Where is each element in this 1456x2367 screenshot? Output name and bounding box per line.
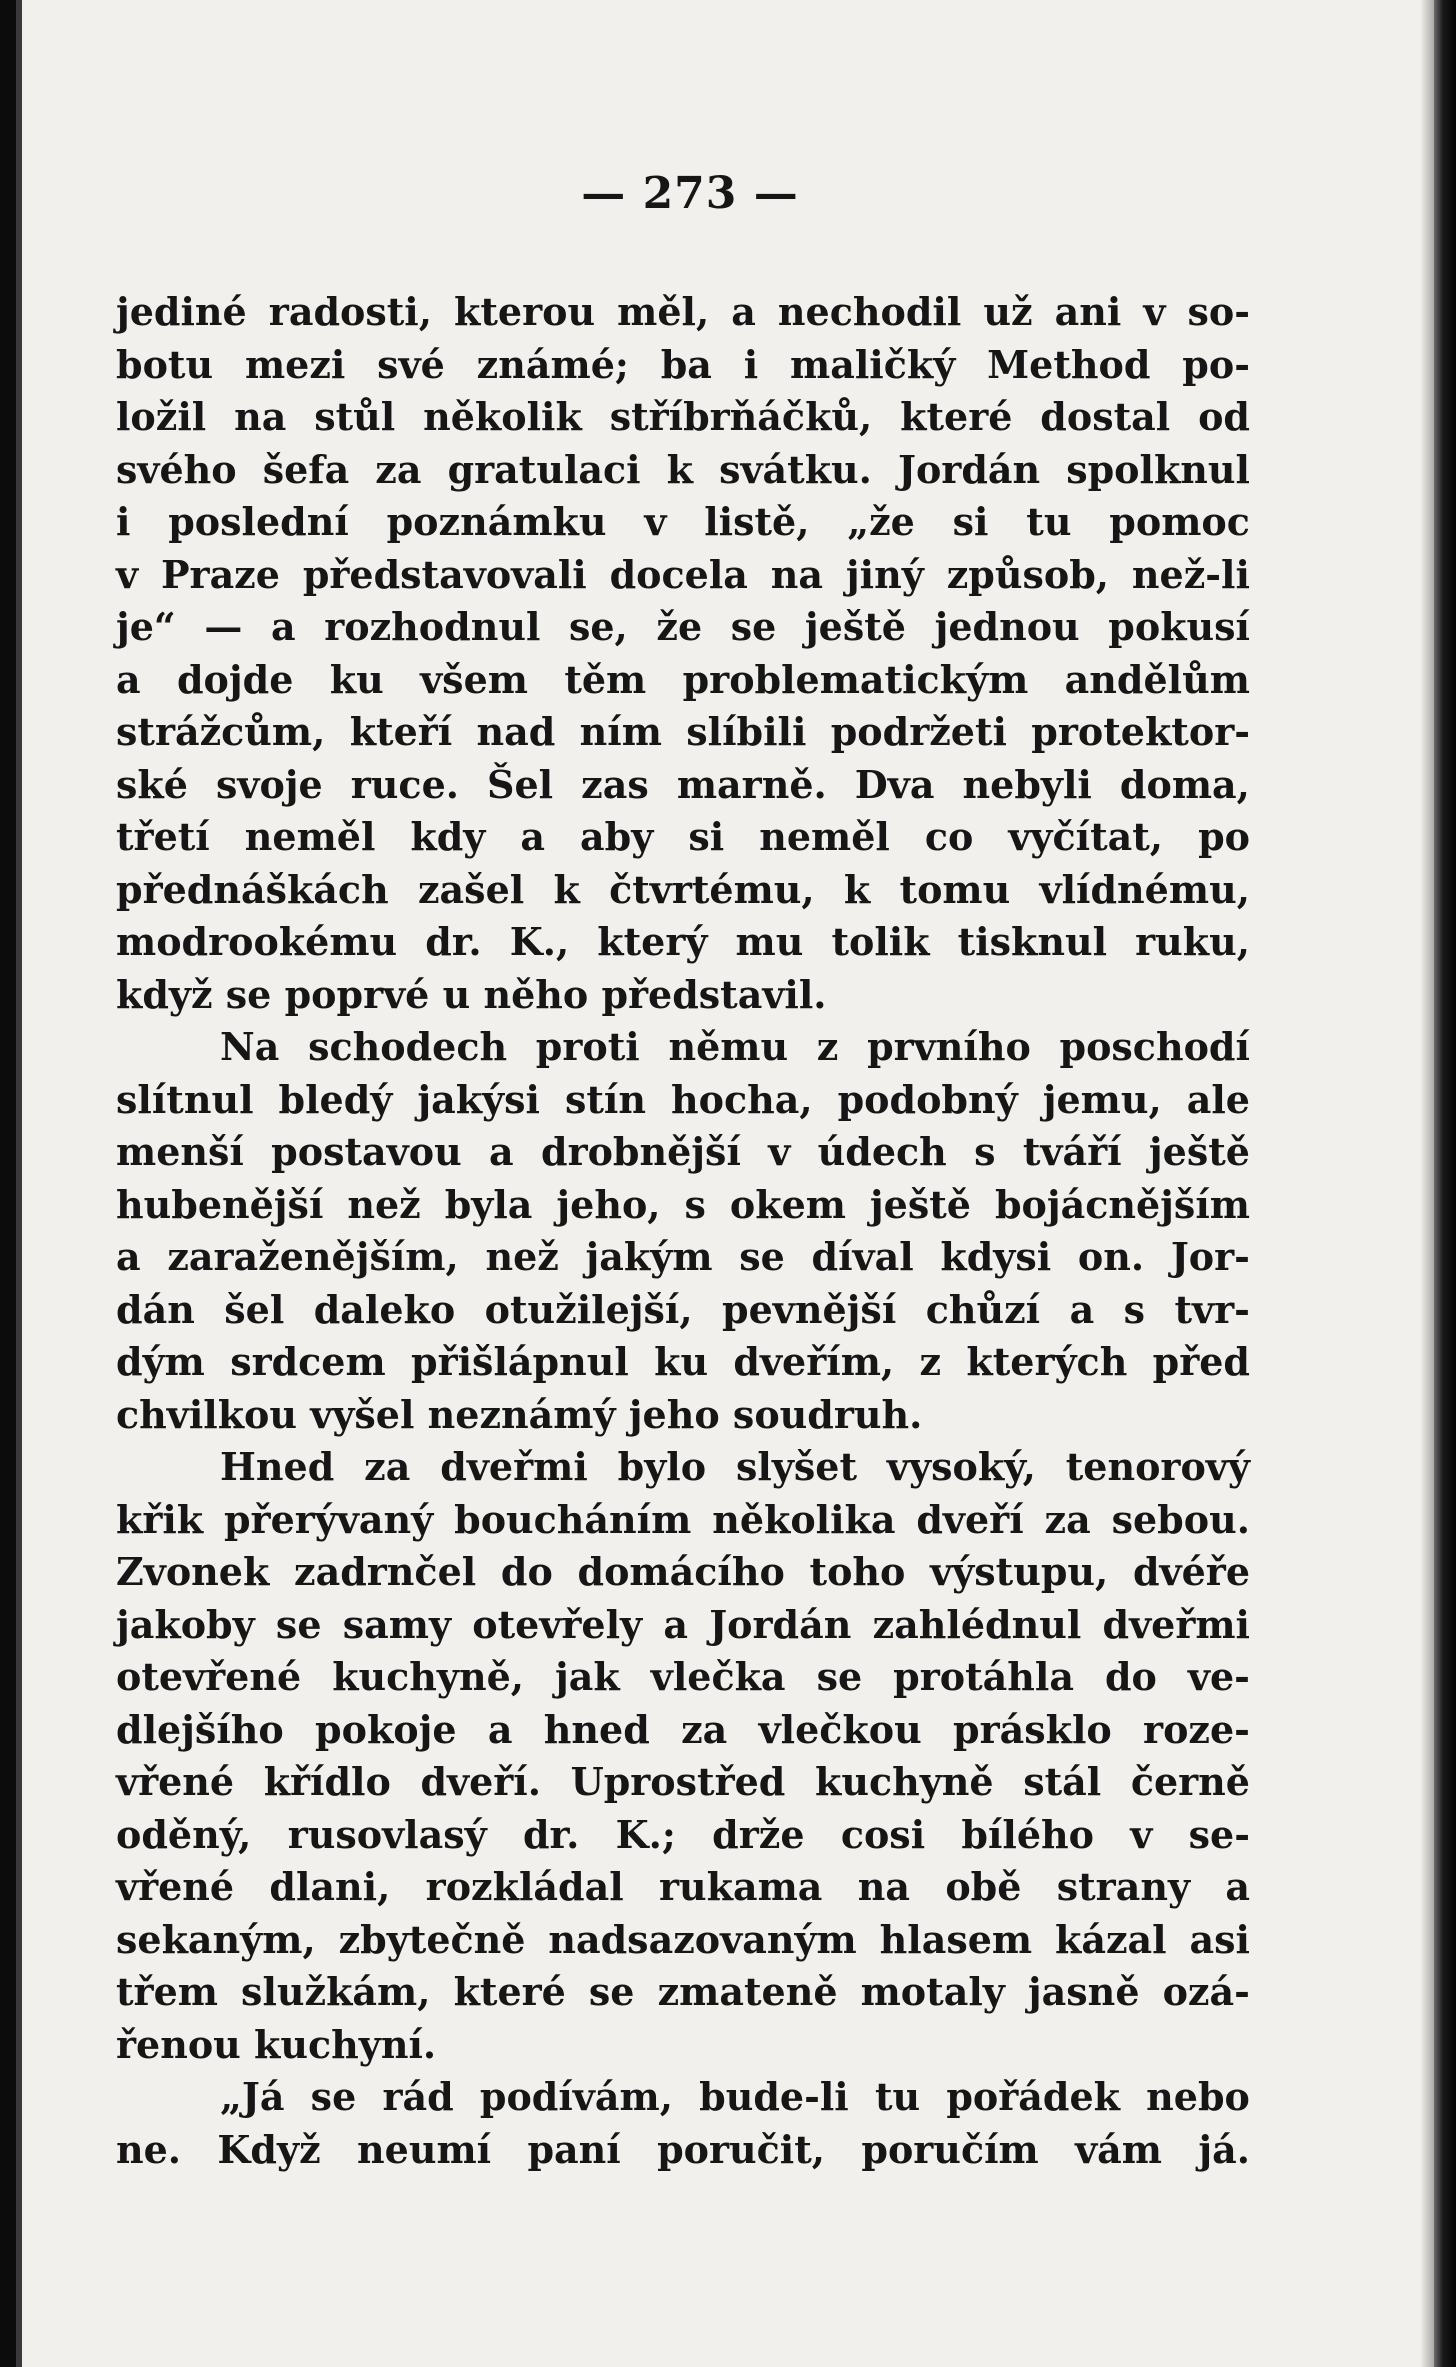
text-line: vřené křídlo dveří. Uprostřed kuchyně stál černě (116, 1759, 1250, 1804)
text-line: vřené dlani, rozkládal rukama na obě strany a (116, 1864, 1250, 1909)
text-line: ne. Když neumí paní poručit, poručím vám já. (116, 2126, 1250, 2172)
text-line: Zvonek zadrnčel do domácího toho výstupu, dvéře (116, 1549, 1250, 1594)
text-line: modrookému dr. K., který mu tolik tisknul ruku, (116, 919, 1250, 964)
text-line: hubenější než byla jeho, s okem ještě bojácnějším (116, 1181, 1250, 1227)
text-line: dým srdcem přišlápnul ku dveřím, z kterých před (116, 1339, 1250, 1384)
text-line: ské svoje ruce. Šel zas marně. Dva nebyli doma, (116, 761, 1250, 807)
scan-border-left-shadow (16, 0, 22, 2367)
page-number: — 273 — (581, 168, 799, 219)
text-line: jakoby se samy otevřely a Jordán zahlédnul dveřmi (116, 1601, 1250, 1647)
text-line: botu mezi své známé; ba i maličký Method po- (116, 341, 1250, 387)
text-line: menší postavou a drobnější v údech s tváří ještě (116, 1129, 1250, 1174)
text-line: chvilkou vyšel neznámý jeho soudruh. (116, 1391, 923, 1437)
text-line: jediné radosti, kterou měl, a nechodil už ani v so- (116, 289, 1250, 334)
text-line: „Já se rád podívám, bude-li tu pořádek nebo (220, 2074, 1250, 2119)
text-line: oděný, rusovlasý dr. K.; drže cosi bílého v se- (116, 1811, 1250, 1857)
text-line: i poslední poznámku v listě, „že si tu pomoc (116, 499, 1250, 544)
body-text (116, 286, 1250, 2176)
text-line: svého šefa za gratulaci k svátku. Jordán spolknul (116, 446, 1250, 492)
text-line: dán šel daleko otužilejší, pevnější chůzí a s tvr- (116, 1286, 1250, 1332)
text-line: Hned za dveřmi bylo slyšet vysoký, tenorový (220, 1444, 1250, 1489)
text-line: otevřené kuchyně, jak vlečka se protáhla do ve- (116, 1654, 1250, 1699)
text-line: křik přerývaný boucháním několika dveří za sebou. (116, 1496, 1250, 1542)
scan-border-right (1434, 0, 1456, 2367)
text-line: Na schodech proti němu z prvního poschodí (220, 1024, 1250, 1069)
text-line: je“ — a rozhodnul se, že se ještě jednou pokusí (116, 604, 1250, 649)
text-line: slítnul bledý jakýsi stín hocha, podobný jemu, ale (116, 1076, 1250, 1122)
text-line: sekaným, zbytečně nadsazovaným hlasem kázal asi (116, 1916, 1250, 1962)
scan-border-left (0, 0, 16, 2367)
binding-shadow (1420, 0, 1434, 2367)
text-line: když se poprvé u něho představil. (116, 971, 827, 1017)
text-line: třetí neměl kdy a aby si neměl co vyčítat, po (116, 814, 1250, 859)
text-line: a zaraženějším, než jakým se díval kdysi on. Jor- (116, 1234, 1250, 1279)
text-line: řenou kuchyní. (116, 2021, 437, 2067)
text-line: ložil na stůl několik stříbrňáčků, které dostal od (116, 394, 1250, 439)
text-line: přednáškách zašel k čtvrtému, k tomu vlídnému, (116, 866, 1250, 912)
text-line: v Praze představovali docela na jiný způsob, než-li (116, 551, 1250, 597)
text-line: strážcům, kteří nad ním slíbili podržeti protektor- (116, 709, 1250, 754)
text-line: a dojde ku všem těm problematickým andělům (116, 656, 1250, 702)
text-line: dlejšího pokoje a hned za vlečkou prásklo roze- (116, 1706, 1250, 1752)
text-line: třem služkám, které se zmateně motaly jasně ozá- (116, 1969, 1250, 2014)
